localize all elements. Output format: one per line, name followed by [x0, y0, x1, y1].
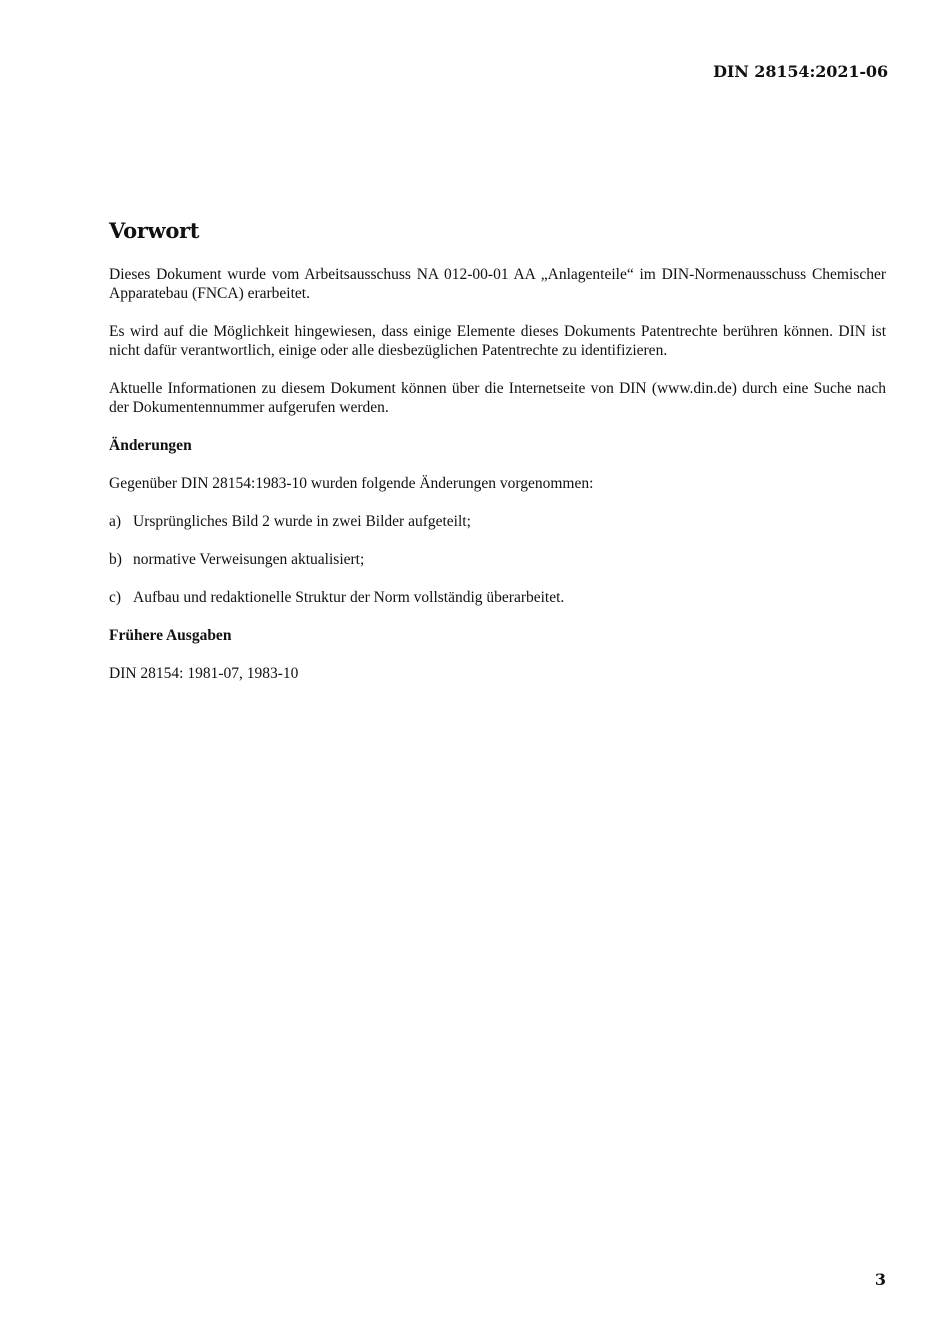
- changes-list-item: [109, 588, 886, 607]
- paragraph-committee: Dieses Dokument wurde vom Arbeitsausschuss NA 012-00-01 AA „Anlagenteile“ im DIN-Normenausschuss Chemischer Apparatebau (FNCA) erarbeitet.: [109, 266, 886, 302]
- list-marker: b): [109, 551, 122, 568]
- paragraph-patents: Es wird auf die Möglichkeit hingewiesen, dass einige Elemente dieses Dokuments Patentrechte berühren können. DIN ist nicht dafür verantwortlich, einige oder alle diesbezüglichen Patentrechte zu identifizieren.: [109, 323, 886, 359]
- paragraph-information: Aktuelle Informationen zu diesem Dokument können über die Internetseite von DIN (www.din.de) durch eine Suche nach der Dokumentennummer aufgerufen werden.: [109, 380, 886, 416]
- previous-editions-heading: Frühere Ausgaben: [109, 627, 232, 644]
- document-id-header: DIN 28154:2021-06: [713, 62, 888, 81]
- list-marker: c): [109, 589, 122, 606]
- page-number: 3: [874, 1270, 886, 1289]
- previous-editions-text: DIN 28154: 1981-07, 1983-10: [109, 665, 299, 682]
- section-title: Vorwort: [109, 218, 200, 243]
- list-item-text: Ursprüngliches Bild 2 wurde in zwei Bilder aufgeteilt;: [133, 513, 471, 530]
- changes-list-item: [109, 512, 886, 531]
- foreword-section: [109, 218, 886, 702]
- changes-intro: Gegenüber DIN 28154:1983-10 wurden folgende Änderungen vorgenommen:: [109, 475, 594, 492]
- changes-heading: Änderungen: [109, 437, 192, 454]
- changes-list-item: [109, 550, 886, 569]
- list-item-text: normative Verweisungen aktualisiert;: [133, 551, 365, 568]
- list-marker: a): [109, 513, 122, 530]
- list-item-text: Aufbau und redaktionelle Struktur der Norm vollständig überarbeitet.: [133, 589, 565, 606]
